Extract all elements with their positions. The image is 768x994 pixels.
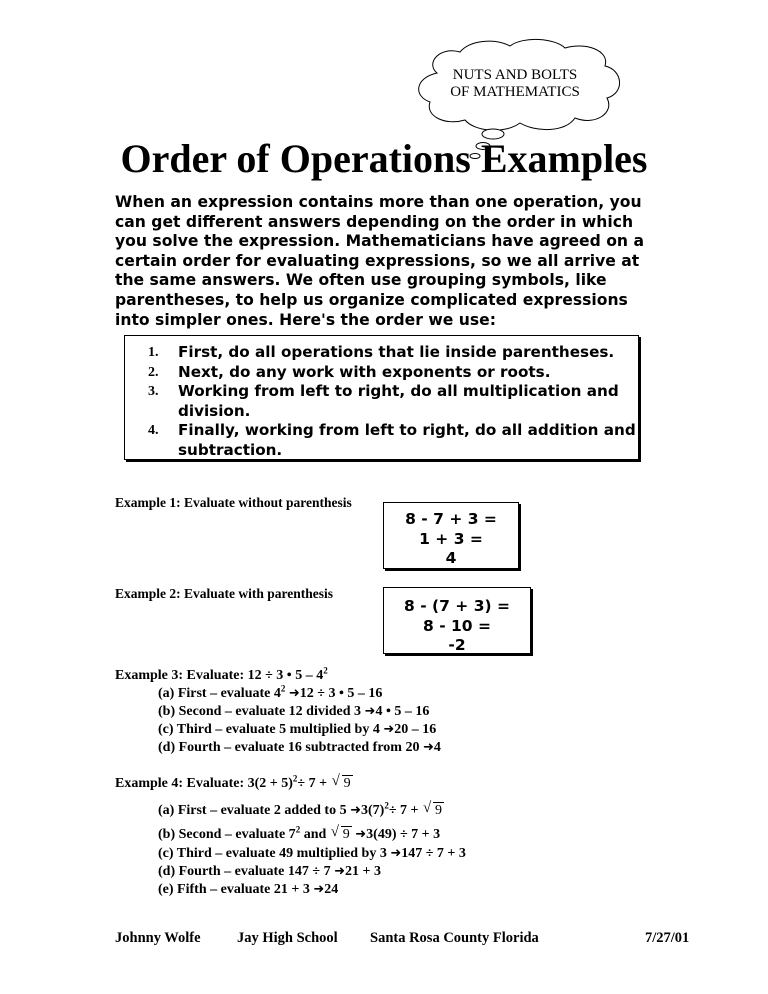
cloud-line-1: NUTS AND BOLTS	[452, 67, 578, 83]
rule-item: 2. Next, do any work with exponents or roots.	[148, 362, 551, 381]
example3-step: (b) Second – evaluate 12 divided 3 ➜4 • 5 – 16	[158, 704, 430, 719]
example2-line: 8 - 10 =	[423, 616, 491, 635]
example1-box	[383, 502, 519, 569]
example3-heading: Example 3: Evaluate: 12 ÷ 3 • $5 - 4^2$	[115, 665, 328, 683]
example1-line: 8 - 7 + 3 =	[405, 510, 497, 528]
example4-step: (b) Second – evaluate $7^2$ and √ 9 ➜3(49) ÷ 7 + 3	[158, 826, 440, 843]
footer-date: 7/27/01	[645, 930, 690, 946]
example3-step: (c) Third – evaluate 5 multiplied by 4 ➜20 – 16	[158, 722, 437, 737]
example1-line: 1 + 3 =	[419, 529, 483, 548]
example4-step: (c) Third – evaluate 49 multiplied by 3 ➜147 ÷ 7 + 3	[158, 846, 466, 861]
example4-step: (e) Fifth – evaluate 21 + 3 ➜24	[158, 882, 339, 897]
rules-list	[148, 343, 638, 460]
example4-step: (d) Fourth – evaluate 147 ÷ 7 ➜21 + 3	[158, 864, 381, 879]
intro-paragraph: When an expression contains more than one operation, you can get different answers depending on the order in which you solve the expression. Mathematicians have agreed on a certain order for evaluating expressions, so we all arrive at the same answers. We often use grouping symbols, like parentheses, to help us organize complicated expressions into simpler ones. Here's the order we use:	[115, 193, 644, 329]
cloud-line-2: OF MATHEMATICS	[450, 84, 580, 100]
arrow-right-icon: ➜	[383, 722, 395, 737]
sqrt-symbol: √ 9	[333, 826, 352, 843]
arrow-right-icon: ➜	[350, 803, 361, 818]
example1-label: Example 1: Evaluate without parenthesis	[115, 495, 352, 510]
example4-step: (a) First – evaluate 2 added to 5 $➜3(7)^2\div 7$ + √ 9	[158, 802, 444, 819]
cloud-caption	[415, 67, 615, 101]
rule-item: 1. First, do all operations that lie inside parentheses.	[148, 343, 615, 361]
example3-step: (d) Fourth – evaluate 16 subtracted from 20 ➜4	[158, 740, 441, 755]
arrow-right-icon: ➜	[364, 704, 376, 719]
rule-item: 3. Working from left to right, do all multiplication and division.	[148, 382, 619, 420]
example2-box	[383, 587, 531, 654]
arrow-right-icon: ➜	[390, 846, 402, 861]
example3-step: (a) First – evaluate $4^2$ ➜12 ÷ 3 • 5 – 16	[158, 683, 383, 701]
example2-label: Example 2: Evaluate with parenthesis	[115, 586, 334, 601]
arrow-right-icon: ➜	[334, 864, 345, 879]
rule-item: 4. Finally, working from left to right, do all addition and subtraction.	[148, 421, 636, 459]
footer-school: Jay High School	[237, 930, 338, 946]
page-title: Order of Operations Examples	[120, 136, 648, 181]
example2-line: -2	[448, 636, 466, 654]
sqrt-symbol: √ 9	[425, 802, 444, 819]
footer-county: Santa Rosa County Florida	[370, 930, 539, 946]
example4-heading: Example 4: Evaluate: $3(2 + 5)^2\div 7$ + √ 9	[115, 775, 353, 792]
arrow-right-icon: ➜	[422, 740, 434, 755]
sqrt-symbol: √ 9	[334, 775, 353, 792]
arrow-right-icon: ➜	[313, 882, 325, 897]
arrow-right-icon: ➜	[288, 686, 300, 701]
footer-author: Johnny Wolfe	[115, 930, 201, 946]
example1-line: 4	[445, 549, 457, 567]
arrow-right-icon: ➜	[355, 827, 367, 842]
example2-line: 8 - (7 + 3) =	[404, 597, 510, 615]
